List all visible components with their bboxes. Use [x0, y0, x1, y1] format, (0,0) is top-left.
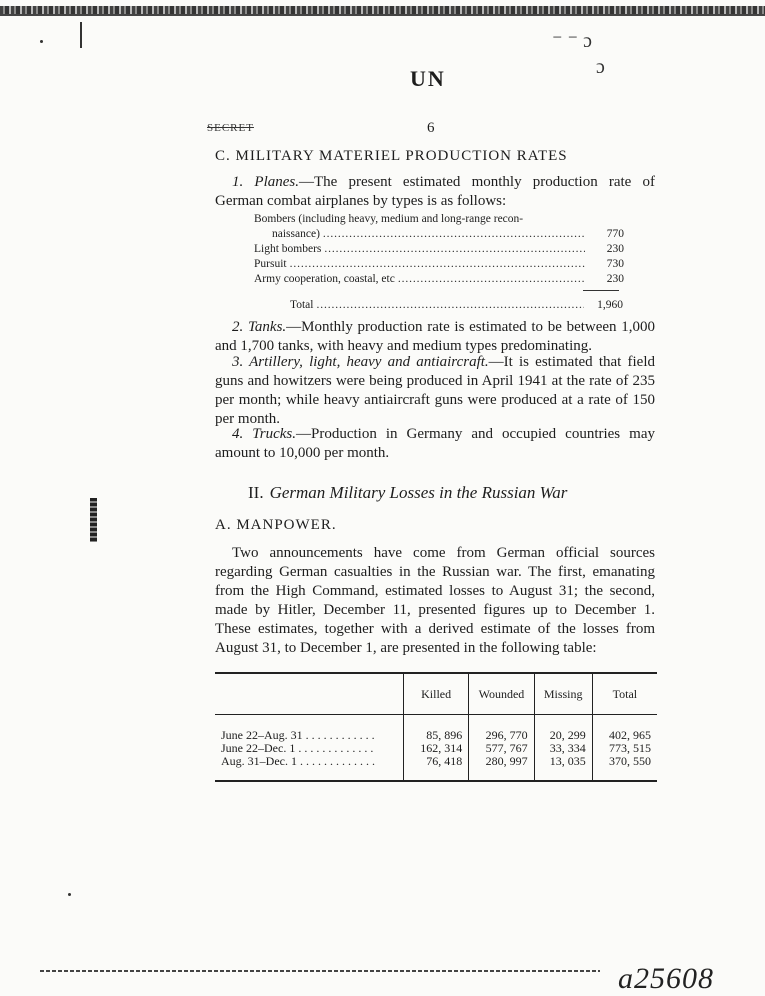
list-item	[254, 257, 624, 272]
leader-dots	[324, 242, 585, 257]
part-title: German Military Losses in the Russian War	[269, 483, 568, 502]
total-cell: 370, 550	[592, 755, 657, 781]
plane-type-value: 770	[606, 228, 624, 240]
section-heading-materiel: C. MILITARY MATERIEL PRODUCTION RATES	[215, 148, 568, 164]
plane-type-label: Light bombers	[254, 243, 322, 255]
scan-edge-bottom	[40, 970, 600, 972]
leader-dots	[398, 272, 585, 287]
sum-rule	[583, 290, 619, 291]
artillery-lead: 3. Artillery, light, heavy and antiaircraft.	[232, 354, 489, 370]
column-header: Killed	[404, 673, 469, 715]
tanks-lead: 2. Tanks.	[232, 319, 287, 335]
part-numeral: II.	[248, 483, 264, 502]
scan-speck	[68, 893, 71, 896]
killed-cell: 162, 314	[404, 742, 469, 755]
planes-total-row	[290, 299, 623, 311]
plane-type-value: 230	[606, 273, 624, 285]
plane-type-value: 230	[606, 243, 624, 255]
trucks-text: —Production in Germany and occupied countries may amount to 10,000 per month.	[215, 426, 655, 461]
paragraph-tanks	[215, 318, 655, 356]
total-cell: 402, 965	[592, 729, 657, 742]
killed-cell: 85, 896	[404, 729, 469, 742]
classification-stamp: UN	[410, 66, 446, 91]
column-header: Wounded	[469, 673, 534, 715]
plane-types-list	[254, 212, 624, 287]
list-item	[254, 227, 624, 242]
paragraph-trucks	[215, 425, 655, 463]
missing-cell: 20, 299	[534, 729, 592, 742]
missing-cell: 33, 334	[534, 742, 592, 755]
paragraph-artillery	[215, 353, 655, 429]
list-item	[254, 242, 624, 257]
scan-speck	[40, 40, 43, 43]
total-value: 1,960	[597, 299, 623, 311]
list-item	[254, 212, 624, 227]
column-header	[215, 673, 404, 715]
plane-type-value: 730	[606, 258, 624, 270]
wounded-cell: 296, 770	[469, 729, 534, 742]
plane-type-label: Army cooperation, coastal, etc	[254, 273, 395, 285]
column-header: Total	[592, 673, 657, 715]
killed-cell: 76, 418	[404, 755, 469, 781]
paragraph-manpower: Two announcements have come from German official sources regarding German casualties in the Russian war. The first, emanating from the High Command, estimated losses to August 31; the second, made by Hitler, December 11, presented figures up to December 1. These estimates, together with a derived estimate of the losses from August 31, to December 1, are presented in the following table:	[215, 545, 655, 656]
wounded-cell: 280, 997	[469, 755, 534, 781]
stamp-fragment: ⁻ ⁻ ɔ	[552, 30, 592, 52]
handwritten-number: a25608	[618, 962, 714, 995]
artillery-text: —It is estimated that field guns and howitzers were being produced in April 1941 at the rate of 235 per month; while heavy antiaircraft guns were produced at a rate of 150 per month.	[215, 354, 655, 427]
leader-dots	[323, 227, 585, 242]
tanks-text: —Monthly production rate is estimated to be between 1,000 and 1,700 tanks, with heavy and medium types predominating.	[215, 319, 655, 354]
scan-edge-line	[0, 14, 765, 16]
total-label: Total	[290, 299, 314, 311]
plane-type-label: Pursuit	[254, 258, 287, 270]
page-number: 6	[427, 120, 435, 136]
period-cell: Aug. 31–Dec. 1 . . . . . . . . . . . . .	[221, 754, 375, 768]
list-item	[254, 272, 624, 287]
table-row	[215, 755, 657, 781]
trucks-lead: 4. Trucks.	[232, 426, 297, 442]
total-cell: 773, 515	[592, 742, 657, 755]
period-cell: June 22–Aug. 31 . . . . . . . . . . . .	[221, 728, 375, 742]
leader-dots	[290, 257, 585, 272]
wounded-cell: 577, 767	[469, 742, 534, 755]
period-cell: June 22–Dec. 1 . . . . . . . . . . . . .	[221, 741, 374, 755]
security-marking: SECRET	[207, 122, 254, 134]
paragraph-planes	[215, 173, 655, 211]
missing-cell: 13, 035	[534, 755, 592, 781]
planes-text: —The present estimated monthly production rate of German combat airplanes by types is as follows:	[215, 174, 655, 209]
scan-mark-side	[90, 498, 97, 542]
losses-table	[215, 672, 657, 782]
planes-lead: 1. Planes.	[232, 174, 299, 190]
stamp-fragment: ɔ	[596, 56, 605, 78]
table-header-row	[215, 673, 657, 715]
scan-mark-left	[80, 22, 82, 48]
section-heading-manpower: A. MANPOWER.	[215, 517, 337, 533]
leader-dots	[316, 299, 584, 311]
part-heading	[248, 483, 567, 503]
column-header: Missing	[534, 673, 592, 715]
plane-type-label: Bombers (including heavy, medium and long-range recon-	[254, 213, 524, 225]
plane-type-label: naissance)	[272, 228, 320, 240]
scan-edge-top	[0, 6, 765, 14]
